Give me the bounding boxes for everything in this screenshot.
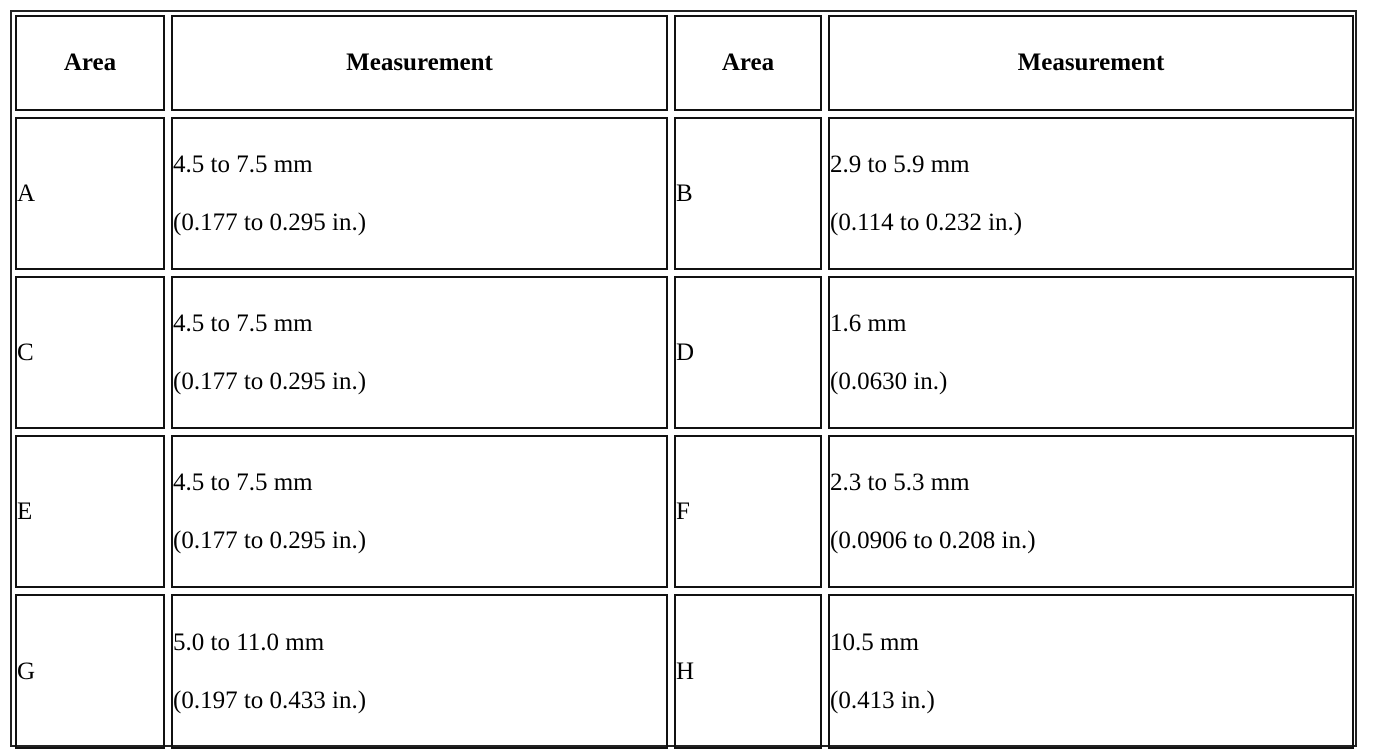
measurement-metric: 10.5 mm xyxy=(830,628,919,656)
measurement-cell xyxy=(828,117,1354,270)
measurement-cell xyxy=(828,276,1354,429)
area-cell: H xyxy=(674,594,822,749)
measurement-metric: 1.6 mm xyxy=(830,309,907,337)
measurement-metric: 4.5 to 7.5 mm xyxy=(173,150,313,178)
table-row xyxy=(15,117,1354,270)
measurement-cell xyxy=(171,276,668,429)
measurement-cell xyxy=(828,435,1354,588)
measurement-imperial: (0.177 to 0.295 in.) xyxy=(173,208,367,236)
area-cell: G xyxy=(15,594,165,749)
area-cell: B xyxy=(674,117,822,270)
measurement-metric: 4.5 to 7.5 mm xyxy=(173,468,313,496)
header-row xyxy=(15,15,1354,111)
measurement-cell xyxy=(171,435,668,588)
measurement-imperial: (0.114 to 0.232 in.) xyxy=(830,208,1023,236)
measurement-metric: 5.0 to 11.0 mm xyxy=(173,628,325,656)
measurement-metric: 2.3 to 5.3 mm xyxy=(830,468,970,496)
measurement-imperial: (0.413 in.) xyxy=(830,686,935,714)
measurement-imperial: (0.0630 in.) xyxy=(830,367,948,395)
area-cell: D xyxy=(674,276,822,429)
measurement-cell xyxy=(171,117,668,270)
measurement-cell xyxy=(171,594,668,749)
specification-table xyxy=(9,9,1360,755)
table-row xyxy=(15,276,1354,429)
measurement-imperial: (0.0906 to 0.208 in.) xyxy=(830,526,1036,554)
measurement-imperial: (0.177 to 0.295 in.) xyxy=(173,526,367,554)
area-cell: A xyxy=(15,117,165,270)
header-measurement-left: Measurement xyxy=(171,15,668,111)
table-row xyxy=(15,594,1354,749)
measurement-metric: 4.5 to 7.5 mm xyxy=(173,309,313,337)
header-measurement-right: Measurement xyxy=(828,15,1354,111)
measurement-metric: 2.9 to 5.9 mm xyxy=(830,150,970,178)
header-area-left: Area xyxy=(15,15,165,111)
header-area-right: Area xyxy=(674,15,822,111)
measurement-imperial: (0.197 to 0.433 in.) xyxy=(173,686,367,714)
measurement-imperial: (0.177 to 0.295 in.) xyxy=(173,367,367,395)
specification-table-frame xyxy=(10,10,1357,747)
area-cell: C xyxy=(15,276,165,429)
measurement-cell xyxy=(828,594,1354,749)
table-row xyxy=(15,435,1354,588)
area-cell: F xyxy=(674,435,822,588)
area-cell: E xyxy=(15,435,165,588)
